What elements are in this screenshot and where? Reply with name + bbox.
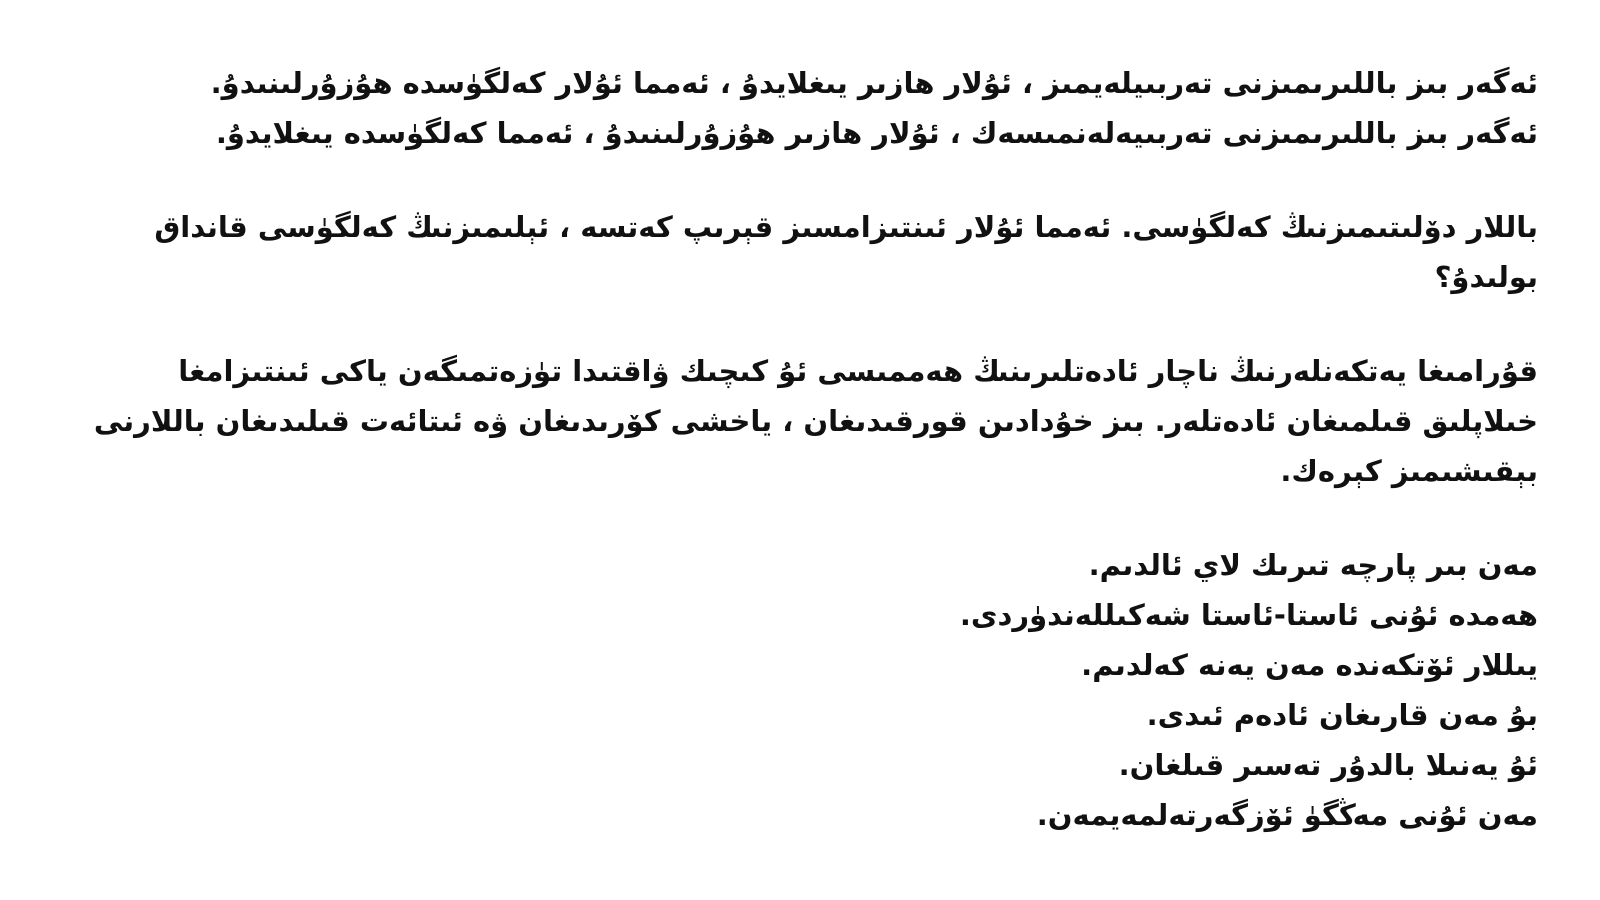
- paragraph-2: [68, 202, 1538, 302]
- poem-line: بۇ مەن قارىغان ئادەم ئىدى.: [1146, 698, 1538, 732]
- text-line: ئەگەر بىز باللىرىمىزنى تەربىيەلەنمىسەك ، ئۇلار ھازىر ھۇزۇرلىنىدۇ ، ئەمما كەلگۈسدە يىغلايدۇ.: [215, 116, 1538, 150]
- document-body: [68, 58, 1538, 840]
- poem-line: ھەمدە ئۇنى ئاستا-ئاستا شەكىللەندۈردى.: [959, 598, 1538, 632]
- poem-line: مەن ئۇنى مەڭگۈ ئۆزگەرتەلمەيمەن.: [1036, 798, 1538, 832]
- paragraph-text: قۇرامىغا يەتكەنلەرنىڭ ناچار ئادەتلىرىنىڭ ھەممىسى ئۇ كىچىك ۋاقتىدا تۈزەتمىگەن ياكى ئىنتىزامغا خىلاپلىق قىلمىغان ئادەتلەر. بىز خۇدادىن قورقىدىغان ، ياخشى كۆرىدىغان ۋە ئىتائەت قىلىدىغان باللارنى بېقىشىمىز كېرەك.: [93, 354, 1538, 488]
- paragraph-text: باللار دۆلىتىمىزنىڭ كەلگۈسى. ئەمما ئۇلار ئىنتىزامسىز قېرىپ كەتسە ، ئېلىمىزنىڭ كەلگۈسى قانداق بولىدۇ؟: [154, 210, 1538, 294]
- poem-paragraph: [68, 540, 1538, 840]
- poem-line: مەن بىر پارچە تىرىك لاي ئالدىم.: [1088, 548, 1538, 582]
- paragraph-3: [68, 346, 1538, 496]
- paragraph-1: [68, 58, 1538, 158]
- poem-line: يىللار ئۆتكەندە مەن يەنە كەلدىم.: [1081, 648, 1538, 682]
- text-line: ئەگەر بىز باللىرىمىزنى تەربىيلەيمىز ، ئۇلار ھازىر يىغلايدۇ ، ئەمما ئۇلار كەلگۈسدە ھۇزۇرلىنىدۇ.: [210, 66, 1538, 100]
- poem-line: ئۇ يەنىلا بالدۇر تەسىر قىلغان.: [1118, 748, 1538, 782]
